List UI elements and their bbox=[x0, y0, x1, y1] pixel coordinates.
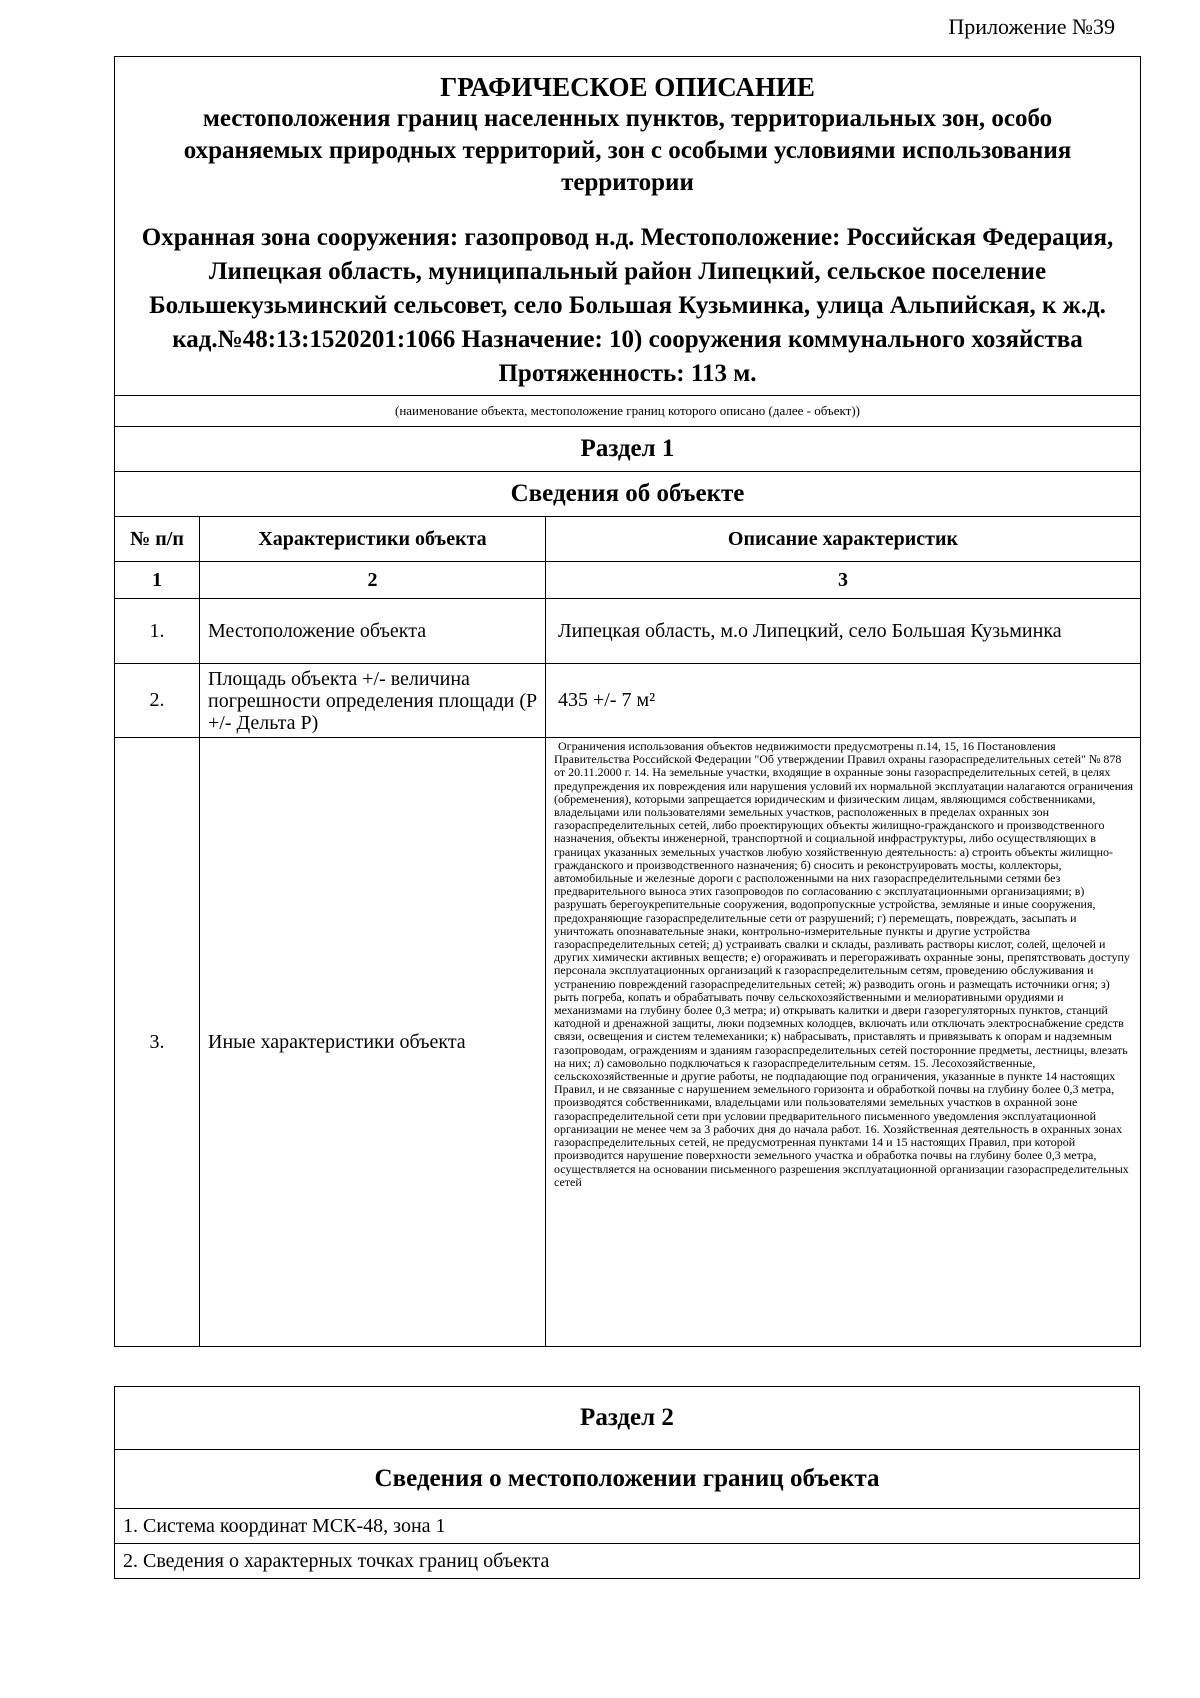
appendix-label: Приложение №39 bbox=[948, 14, 1115, 39]
section2-title: Раздел 2 bbox=[115, 1387, 1140, 1450]
row-characteristic: Местоположение объекта bbox=[200, 599, 546, 664]
row-number: 2. bbox=[115, 664, 200, 738]
section1-title: Раздел 1 bbox=[115, 427, 1141, 472]
column-header: № п/п bbox=[115, 517, 200, 562]
column-number: 2 bbox=[200, 562, 546, 599]
coordinate-system: 1. Система координат МСК-48, зона 1 bbox=[115, 1509, 1140, 1544]
section2-subtitle: Сведения о местоположении границ объекта bbox=[115, 1450, 1140, 1509]
document-title: ГРАФИЧЕСКОЕ ОПИСАНИЕ bbox=[440, 72, 815, 102]
boundary-points-info: 2. Сведения о характерных точках границ объекта bbox=[115, 1544, 1140, 1579]
row-description: 435 +/- 7 м² bbox=[546, 664, 1141, 738]
section1-table bbox=[114, 56, 1141, 1347]
document-header bbox=[115, 57, 1141, 396]
row-characteristic: Площадь объекта +/- величина погрешности определения площади (Р +/- Дельта Р) bbox=[200, 664, 546, 738]
row-characteristic: Иные характеристики объекта bbox=[200, 738, 546, 1347]
section2-table bbox=[114, 1386, 1140, 1579]
row-description: Липецкая область, м.о Липецкий, село Большая Кузьминка bbox=[546, 599, 1141, 664]
column-number-row bbox=[115, 562, 1141, 599]
table-header-row bbox=[115, 517, 1141, 562]
section1-subtitle: Сведения об объекте bbox=[115, 472, 1141, 517]
table-row bbox=[115, 664, 1141, 738]
table-row bbox=[115, 599, 1141, 664]
column-number: 1 bbox=[115, 562, 200, 599]
column-number: 3 bbox=[546, 562, 1141, 599]
table-row bbox=[115, 738, 1141, 1347]
row-description: Ограничения использования объектов недвижимости предусмотрены п.14, 15, 16 Постановления Правительства Российской Федерации "Об утверждении Правил охраны газораспределительных сетей" № 878 от 20.11.2000 г. 14. На земельные участки, входящие в охранные зоны газораспределительных сетей, в целях предупреждения их повреждения или нарушения условий их нормальной эксплуатации налагаются ограничения (обременения), которыми запрещается юридическим и физическим лицам, являющимся собственниками, владельцами или пользователями земельных участков, расположенных в пределах охранных зон газораспределительных сетей, либо проектирующих объекты жилищно-гражданского и производственного назначения, объекты инженерной, транспортной и социальной инфраструктуры, либо осуществляющих в границах указанных земельных участков любую хозяйственную деятельность: а) строить объекты жилищно-гражданского и производственного назначения; б) сносить и реконструировать мосты, коллекторы, автомобильные и железные дороги с расположенными на них газораспределительными сетями без предварительного выноса этих газопроводов по согласованию с эксплуатационными организациями; в) разрушать берегоукрепительные сооружения, водопропускные устройства, земляные и иные сооружения, предохраняющие газораспределительные сети от разрушений; г) перемещать, повреждать, засыпать и уничтожать опознавательные знаки, контрольно-измерительные пункты и другие устройства газораспределительных сетей; д) устраивать свалки и склады, разливать растворы кислот, солей, щелочей и других химически активных веществ; е) огораживать и перегораживать охранные зоны, препятствовать доступу персонала эксплуатационных организаций к газораспределительным сетям, проведению обслуживания и устранению повреждений газораспределительных сетей; ж) разводить огонь и размещать источники огня; з) рыть погреба, копать и обрабатывать почву сельскохозяйственными и мелиоративными орудиями и механизмами на глубину более 0,3 метра; и) открывать калитки и двери газорегуляторных пунктов, станций катодной и дренажной защиты, люки подземных колодцев, включать или отключать электроснабжение средств связи, освещения и систем телемеханики; к) набрасывать, приставлять и привязывать к опорам и надземным газопроводам, ограждениям и зданиям газораспределительных сетей посторонние предметы, лестницы, влезать на них; л) самовольно подключаться к газораспределительным сетям. 15. Лесохозяйственные, сельскохозяйственные и другие работы, не подпадающие под ограничения, указанные в пункте 14 настоящих Правил, и не связанные с нарушением земельного горизонта и обработкой почвы на глубину более 0,3 метра, производятся собственниками, владельцами или пользователями земельных участков в охранной зоне газораспределительной сети при условии предварительного письменного уведомления эксплуатационной организации не менее чем за 3 рабочих дня до начала работ. 16. Хозяйственная деятельность в охранных зонах газораспределительных сетей, не предусмотренная пунктами 14 и 15 настоящих Правил, при которой производится нарушение поверхности земельного участка и обработка почвы на глубину более 0,3 метра, осуществляется на основании письменного разрешения эксплуатационной организации газораспределительных сетей bbox=[546, 738, 1141, 1347]
document-subtitle: местоположения границ населенных пунктов, территориальных зон, особо охраняемых природных территорий, зон с особыми условиями использования территории bbox=[183, 105, 1072, 196]
column-header: Описание характеристик bbox=[546, 517, 1141, 562]
row-number: 1. bbox=[115, 599, 200, 664]
object-name: Охранная зона сооружения: газопровод н.д. Местоположение: Российская Федерация, Липецкая область, муниципальный район Липецкий, сельское поселение Большекузьминский сельсовет, село Большая Кузьминка, улица Альпийская, к ж.д. кад.№48:13:1520201:1066 Назначение: 10) сооружения коммунального хозяйства Протяженность: 113 м. bbox=[141, 224, 1114, 387]
object-caption: (наименование объекта, местоположение границ которого описано (далее - объект)) bbox=[115, 396, 1141, 427]
column-header: Характеристики объекта bbox=[200, 517, 546, 562]
row-number: 3. bbox=[115, 738, 200, 1347]
